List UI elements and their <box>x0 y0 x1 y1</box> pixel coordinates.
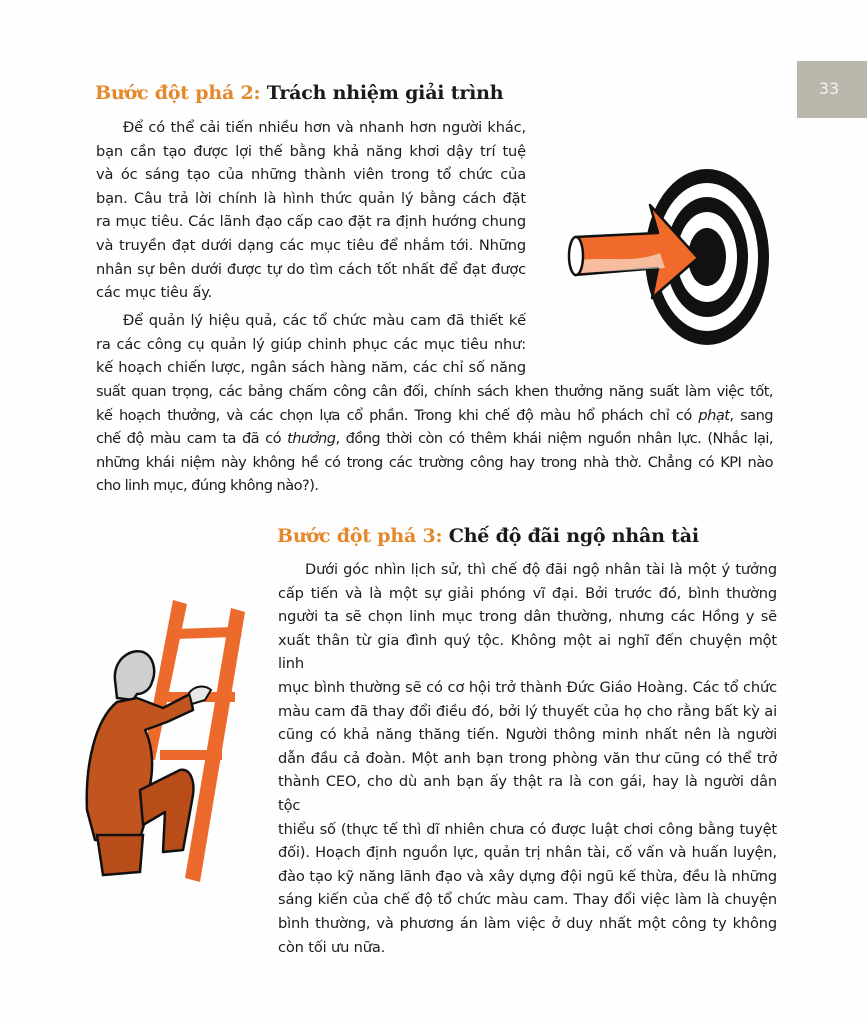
text-line: thành CEO, cho dù anh bạn ấy thật ra là con gái, hay là người dân tộc <box>278 773 777 814</box>
text-line <box>96 427 773 451</box>
text-line: ra các công cụ quản lý giúp chinh phục các mục tiêu như: <box>96 335 526 353</box>
text-line: suất quan trọng, các bảng chấm công cân đối, chính sách khen thưởng năng suất làm việc tốt, <box>96 383 773 400</box>
text-line: xuất thân từ gia đình quý tộc. Không một ai nghĩ đến chuyện một linh <box>278 631 777 673</box>
text-line: và óc sáng tạo của những thành viên trong tổ chức của <box>96 166 526 184</box>
man-climbing-ladder-illustration-icon <box>55 590 255 890</box>
text-line: những khái niệm này không hề có trong các trường công hay trong nhà thờ. Chẳng có KPI nào <box>96 453 773 471</box>
text-run: , đồng thời còn có thêm khái niệm nguồn nhân lực. (Nhắc lại, <box>335 430 773 448</box>
text-line: đối). Hoạch định nguồn lực, quản trị nhân tài, cố vấn và huấn luyện, <box>278 844 777 862</box>
text-line: nhân sự bên dưới được tự do tìm cách tốt nhất để đạt được <box>96 260 526 278</box>
page-number-tab <box>797 61 867 118</box>
section-2-paragraph-1 <box>96 116 526 305</box>
text-line: dẫn đầu cả đoàn. Một anh bạn trong phòng văn thư cũng có thể trở <box>278 749 777 767</box>
text-run: chế độ màu cam ta đã có <box>96 430 288 448</box>
text-line: cho linh mục, đúng không nào?). <box>96 477 319 495</box>
text-line: kế hoạch chiến lược, ngân sách hàng năm, các chỉ số năng <box>96 359 526 377</box>
section-3-paragraph <box>278 558 777 959</box>
section-3-heading-lead: Bước đột phá 3: <box>277 525 443 547</box>
text-line: Dưới góc nhìn lịch sử, thì chế độ đãi ngộ nhân tài là một ý tưởng <box>305 561 777 578</box>
text-run: , sang <box>729 406 773 424</box>
section-2-heading <box>95 82 503 104</box>
text-line: Để có thể cải tiến nhiều hơn và nhanh hơn người khác, <box>123 119 526 136</box>
text-line: mục bình thường sẽ có cơ hội trở thành Đức Giáo Hoàng. Các tổ chức <box>278 678 777 696</box>
text-line: sáng kiến của chế độ tổ chức màu cam. Thay đổi việc làm là chuyện <box>278 891 777 909</box>
text-line: và truyền đạt dưới dạng các mục tiêu để nhắm tới. Những <box>96 236 526 254</box>
text-line: ra mục tiêu. Các lãnh đạo cấp cao đặt ra định hướng chung <box>96 213 526 231</box>
section-3-heading-title: Chế độ đãi ngộ nhân tài <box>448 525 699 547</box>
text-line: bình thường, và phương án làm việc ở duy nhất một công ty không <box>278 914 777 932</box>
text-run: kế hoạch thưởng, và các chọn lựa cổ phần. Trong khi chế độ màu hổ phách chỉ có <box>96 406 699 424</box>
section-2-paragraph-2-wide <box>96 380 773 498</box>
page-number: 33 <box>818 79 840 98</box>
section-2-heading-lead: Bước đột phá 2: <box>95 82 261 104</box>
section-2-heading-title: Trách nhiệm giải trình <box>266 82 504 104</box>
text-line: Để quản lý hiệu quả, các tổ chức màu cam đã thiết kế <box>123 312 526 329</box>
text-line: cũng có khả năng thăng tiến. Người thông minh nhất nên là người <box>278 726 777 744</box>
emphasis-text: phạt <box>698 406 730 424</box>
text-line: cấp tiến và là một sự giải phóng vĩ đại. Bởi trước đó, bình thường <box>278 584 777 602</box>
text-line: các mục tiêu ấy. <box>96 284 213 302</box>
text-line <box>96 404 773 428</box>
section-3-heading <box>277 525 699 547</box>
arrow-target-illustration-icon <box>540 120 780 350</box>
text-line: còn tối ưu nữa. <box>278 938 386 956</box>
emphasis-text: thưởng <box>287 430 336 448</box>
section-2-paragraph-2-narrow <box>96 309 526 380</box>
text-line: màu cam đã thay đổi điều đó, bởi lý thuyết của họ cho rằng bất kỳ ai <box>278 702 777 720</box>
text-line: bạn cần tạo được lợi thế bằng khả năng khơi dậy trí tuệ <box>96 142 526 160</box>
text-line: bạn. Câu trả lời chính là hình thức quản lý bằng cách đặt <box>96 189 526 207</box>
text-line: người ta sẽ chọn linh mục trong dân thường, nhưng các Hồng y sẽ <box>278 608 777 626</box>
text-line: đào tạo kỹ năng lãnh đạo và xây dựng đội ngũ kế thừa, đều là những <box>278 867 777 885</box>
text-line: thiểu số (thực tế thì dĩ nhiên chưa có được luật chơi công bằng tuyệt <box>278 820 777 838</box>
